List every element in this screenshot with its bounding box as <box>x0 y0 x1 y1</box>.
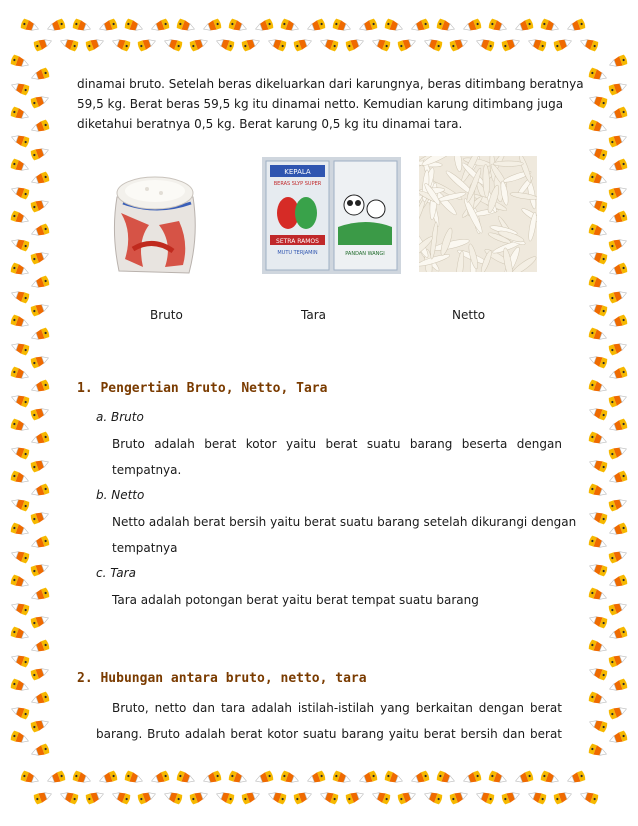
sack-variant-text: PANDAN WANGI <box>345 251 385 257</box>
item-a-line-2: tempatnya. <box>112 463 182 477</box>
rice-grains-image <box>419 156 537 272</box>
section-1-heading: 1. Pengertian Bruto, Netto, Tara <box>77 381 328 396</box>
caption-netto: Netto <box>452 308 486 322</box>
rice-grain <box>493 161 523 166</box>
item-c-label: c. Tara <box>96 566 136 580</box>
item-b-line-2: tempatnya <box>112 541 178 555</box>
item-a-line-1: Bruto adalah berat kotor yaitu berat suatu barang beserta dengan <box>112 437 562 451</box>
caption-bruto: Bruto <box>150 308 183 322</box>
item-a-label: a. Bruto <box>96 410 144 424</box>
sack-subtitle-text: BERAS SLYP SUPER <box>273 181 322 187</box>
caption-tara: Tara <box>301 308 326 322</box>
empty-sacks-image <box>262 157 401 274</box>
rice-sack-image <box>103 163 207 279</box>
sack-quality-text: MUTU TERJAMIN <box>277 250 318 256</box>
section-2-heading: 2. Hubungan antara bruto, netto, tara <box>77 671 367 686</box>
sack-brand-text: KEPALA <box>284 168 311 176</box>
intro-line-2: 59,5 kg. Berat beras 59,5 kg itu dinamai netto. Kemudian karung ditimbang juga <box>77 97 564 111</box>
item-c-line-1: Tara adalah potongan berat yaitu berat tempat suatu barang <box>112 593 479 607</box>
section-2-line-2: barang. Bruto adalah berat kotor suatu barang yaitu berat bersih dan berat <box>96 727 562 741</box>
section-2-line-1: Bruto, netto dan tara adalah istilah-istilah yang berkaitan dengan berat <box>112 701 562 715</box>
item-b-line-1: Netto adalah berat bersih yaitu berat suatu barang setelah dikurangi dengan <box>112 515 577 529</box>
intro-line-1: dinamai bruto. Setelah beras dikeluarkan dari karungnya, beras ditimbang beratnya <box>77 77 584 91</box>
item-b-label: b. Netto <box>96 488 145 502</box>
sack-product-text: SETRA RAMOS <box>276 238 319 245</box>
intro-line-3: diketahui beratnya 0,5 kg. Berat karung 0,5 kg itu dinamai tara. <box>77 117 463 131</box>
